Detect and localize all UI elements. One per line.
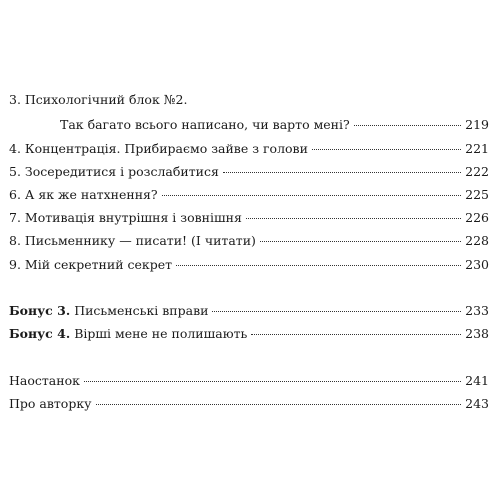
toc-entry <box>60 117 489 133</box>
toc-entry-label: 7. Мотивація внутрішня і зовнішня <box>9 210 242 225</box>
toc-page-number: 226 <box>465 210 489 225</box>
toc-section-heading: 3. Психологічний блок №2. <box>9 92 188 107</box>
toc-entry-label: 9. Мій секретний секрет <box>9 257 173 272</box>
dot-leader <box>212 311 461 312</box>
bonus-prefix: Бонус 4. <box>9 326 71 341</box>
dot-leader <box>96 404 462 405</box>
bonus-prefix: Бонус 3. <box>9 303 71 318</box>
toc-page-number: 221 <box>465 141 489 156</box>
toc-page-number: 243 <box>465 396 489 411</box>
toc-page-number: 228 <box>465 233 489 248</box>
dot-leader <box>176 265 461 266</box>
toc-entry <box>9 210 489 226</box>
toc-entry-label: Так багато всього написано, чи варто мені? <box>60 117 350 132</box>
toc-entry-label: 6. А як же натхнення? <box>9 187 158 202</box>
toc-bonus-entry <box>9 326 489 342</box>
dot-leader <box>162 195 462 196</box>
toc-entry-label: Наостанок <box>9 373 80 388</box>
dot-leader <box>84 381 461 382</box>
toc-entry <box>9 396 489 412</box>
toc-page-number: 230 <box>465 257 489 272</box>
dot-leader <box>223 172 461 173</box>
toc-page-number: 233 <box>465 303 489 318</box>
toc-entry-label: 4. Концентрація. Прибираємо зайве з голови <box>9 141 308 156</box>
toc-entry-label: Вірші мене не полишають <box>74 326 248 341</box>
dot-leader <box>246 218 461 219</box>
toc-entry <box>9 187 489 203</box>
toc-entry-label: 5. Зосередитися і розслабитися <box>9 164 219 179</box>
toc-page-number: 219 <box>465 117 489 132</box>
toc-page-number: 238 <box>465 326 489 341</box>
toc-entry <box>9 233 489 249</box>
dot-leader <box>251 334 461 335</box>
dot-leader <box>354 125 461 126</box>
toc-entry <box>9 257 489 273</box>
toc-entry-label: Про авторку <box>9 396 92 411</box>
toc-page-number: 225 <box>465 187 489 202</box>
toc-entry <box>9 164 489 180</box>
toc-entry-label: 8. Письменнику — писати! (І читати) <box>9 233 256 248</box>
dot-leader <box>312 149 461 150</box>
toc-bonus-entry <box>9 303 489 319</box>
dot-leader <box>260 241 461 242</box>
toc-page-number: 241 <box>465 373 489 388</box>
toc-entry-label: Письменські вправи <box>74 303 209 318</box>
toc-entry <box>9 373 489 389</box>
toc-page-number: 222 <box>465 164 489 179</box>
toc-entry <box>9 141 489 157</box>
